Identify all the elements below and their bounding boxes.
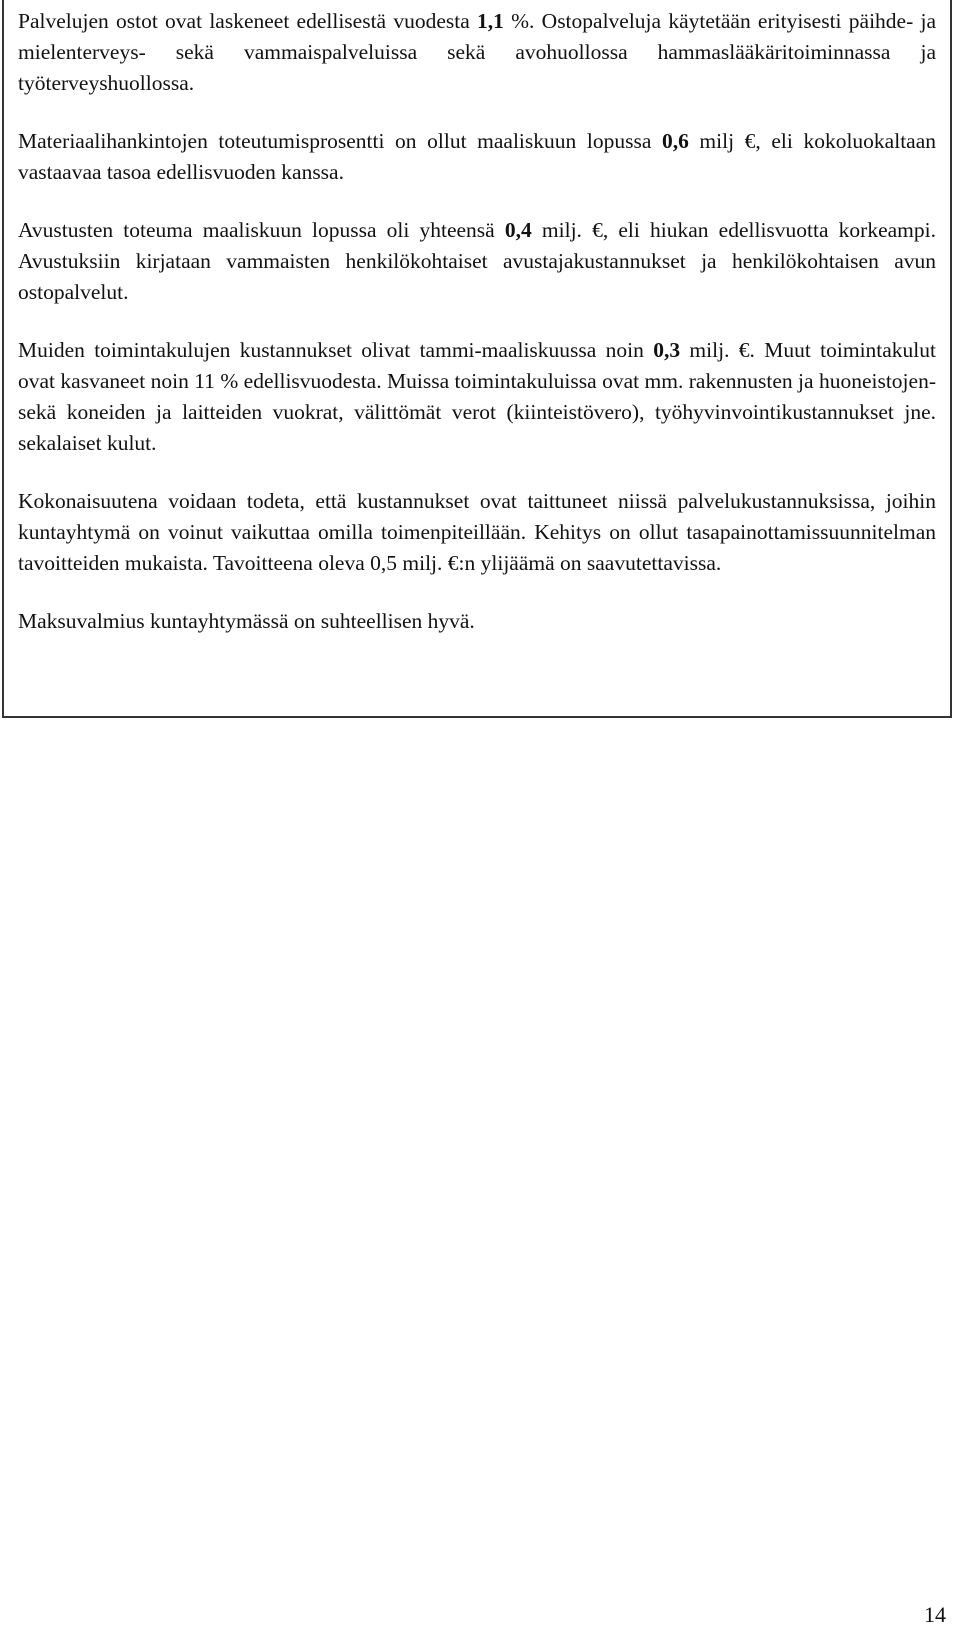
text-run: milj. €, eli hiukan edellisvuotta korkeampi. Avustuksiin kirjataan vammaisten henkilökohtaiset avustajakustannukset ja henkilökohtaisen avun ostopalvelut. [18, 218, 937, 304]
value-service-purchases-change: 1,1 [477, 9, 504, 33]
paragraph-other-operating-costs [18, 335, 936, 459]
text-run: %. Ostopalveluja käytetään erityisesti päihde- ja mielenterveys- sekä vammaispalveluissa sekä avohuollossa hammaslääkäritoiminnassa ja työterveyshuollossa. [18, 9, 936, 95]
text-run: milj. €. Muut toimintakulut ovat kasvaneet noin 11 % edellisvuodesta. Muissa toimintakuluissa ovat mm. rakennusten ja huoneistojen- sekä koneiden ja laitteiden vuokrat, välittömät verot (kiinteistövero), työhyvinvointikustannukset jne. sekalaiset kulut. [18, 338, 937, 455]
paragraph-subsidies [18, 215, 936, 308]
text-run: Maksuvalmius kuntayhtymässä on suhteellisen hyvä. [18, 609, 475, 633]
text-run: Materiaalihankintojen toteutumisprosentti on ollut maaliskuun lopussa [18, 129, 662, 153]
text-run: milj €, eli kokoluokaltaan vastaavaa tasoa edellisvuoden kanssa. [18, 129, 936, 184]
paragraph-material-purchases [18, 126, 936, 188]
text-run: Muiden toimintakulujen kustannukset olivat tammi-maaliskuussa noin [18, 338, 654, 362]
page-number: 14 [924, 1602, 946, 1627]
text-run: Kokonaisuutena voidaan todeta, että kustannukset ovat taittuneet niissä palvelukustannuksissa, joihin kuntayhtymä on voinut vaikuttaa omilla toimenpiteillään. Kehitys on ollut tasapainottamissuunnitelman tavoitteiden mukaista. Tavoitteena oleva 0,5 milj. €:n ylijäämä on saavutettavissa. [18, 489, 936, 575]
paragraph-liquidity [18, 606, 936, 637]
text-frame [2, 0, 952, 718]
value-material-purchases: 0,6 [661, 129, 689, 153]
paragraph-service-purchases [18, 6, 936, 99]
text-run: Palvelujen ostot ovat laskeneet edellisestä vuodesta [18, 9, 478, 33]
text-run: Avustusten toteuma maaliskuun lopussa oli yhteensä [18, 218, 505, 242]
value-subsidies: 0,4 [504, 218, 532, 242]
paragraph-overall-summary [18, 486, 936, 579]
value-other-operating-costs: 0,3 [653, 338, 681, 362]
